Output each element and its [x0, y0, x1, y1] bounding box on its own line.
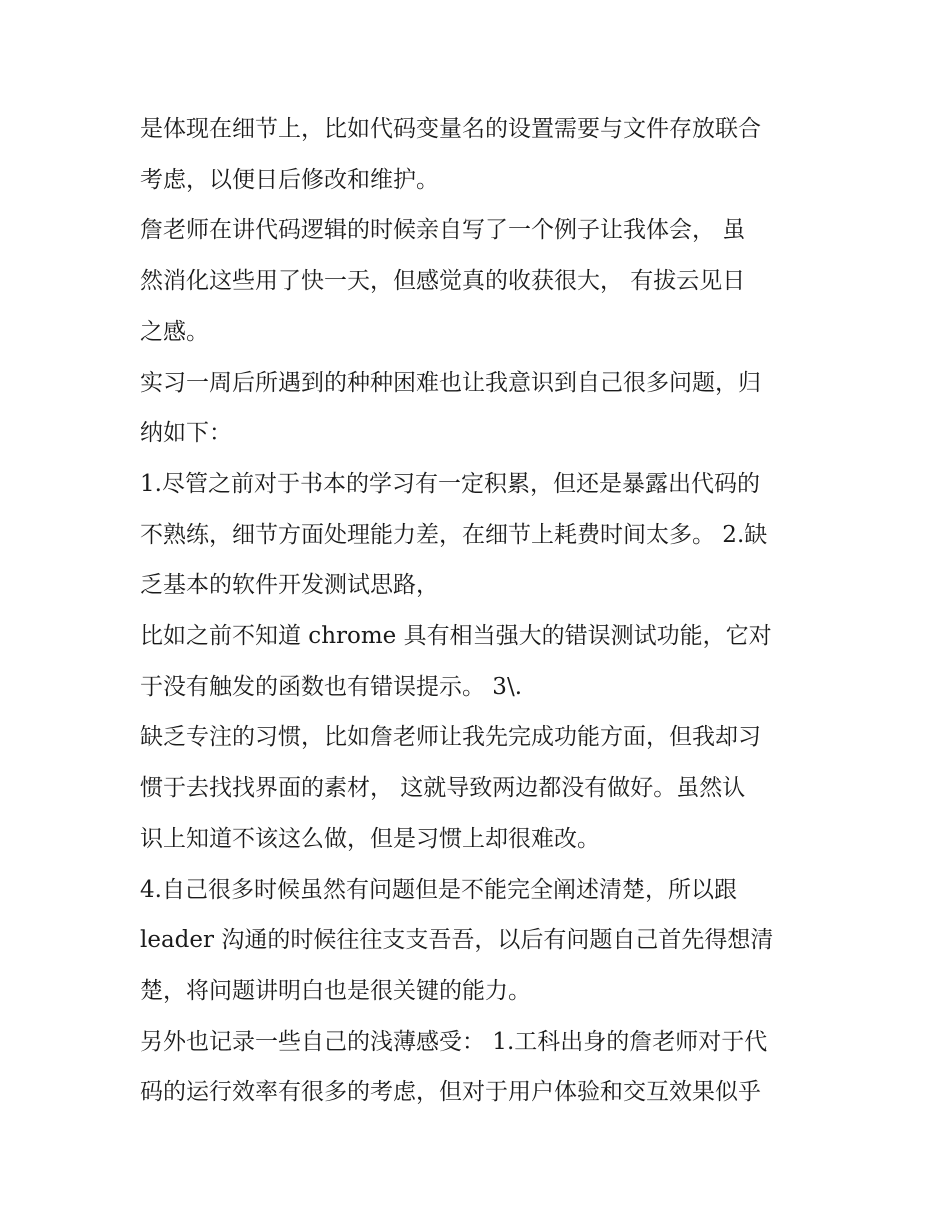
paragraph-code-logic [140, 205, 812, 357]
text-line: 1.尽管之前对于书本的学习有一定积累，但还是暴露出代码的 [140, 470, 760, 497]
paragraph-problem-4 [140, 865, 812, 1017]
text-line: leader 沟通的时候往往支支吾吾，以后有问题自己首先得想清 [140, 927, 774, 954]
text-line: 然消化这些用了快一天，但感觉真的收获很大， 有拔云见日 [140, 268, 746, 295]
paragraph-problems-intro [140, 358, 812, 459]
document-page [140, 104, 812, 1118]
text-line: 纳如下： [140, 420, 232, 447]
text-line: 另外也记录一些自己的浅薄感受： 1.工科出身的詹老师对于代 [140, 1028, 768, 1055]
text-line: 考虑，以便日后修改和维护。 [140, 166, 439, 193]
paragraph-problem-1-2 [140, 459, 812, 611]
text-line: 比如之前不知道 chrome 具有相当强大的错误测试功能，它对 [140, 623, 772, 650]
text-line: 4.自己很多时候虽然有问题但是不能完全阐述清楚，所以跟 [140, 876, 737, 903]
text-line: 詹老师在讲代码逻辑的时候亲自写了一个例子让我体会， 虽 [140, 217, 746, 244]
text-line: 码的运行效率有很多的考虑，但对于用户体验和交互效果似乎 [140, 1079, 761, 1106]
text-line: 实习一周后所遇到的种种困难也让我意识到自己很多问题，归 [140, 369, 761, 396]
text-line: 楚，将问题讲明白也是很关键的能力。 [140, 977, 531, 1004]
text-line: 不熟练，细节方面处理能力差，在细节上耗费时间太多。 2.缺 [140, 521, 768, 548]
paragraph-focus [140, 712, 812, 864]
paragraph-details [140, 104, 812, 205]
text-line: 识上知道不该这么做，但是习惯上却很难改。 [140, 825, 600, 852]
text-line: 惯于去找找界面的素材， 这就导致两边都没有做好。虽然认 [140, 775, 746, 802]
text-line: 乏基本的软件开发测试思路， [140, 572, 439, 599]
paragraph-chrome [140, 611, 812, 712]
paragraph-feelings [140, 1017, 812, 1118]
text-line: 于没有触发的函数也有错误提示。 3\. [140, 673, 523, 700]
text-line: 之感。 [140, 318, 209, 345]
text-line: 是体现在细节上，比如代码变量名的设置需要与文件存放联合 [140, 116, 761, 142]
text-line: 缺乏专注的习惯，比如詹老师让我先完成功能方面，但我却习 [140, 724, 761, 751]
